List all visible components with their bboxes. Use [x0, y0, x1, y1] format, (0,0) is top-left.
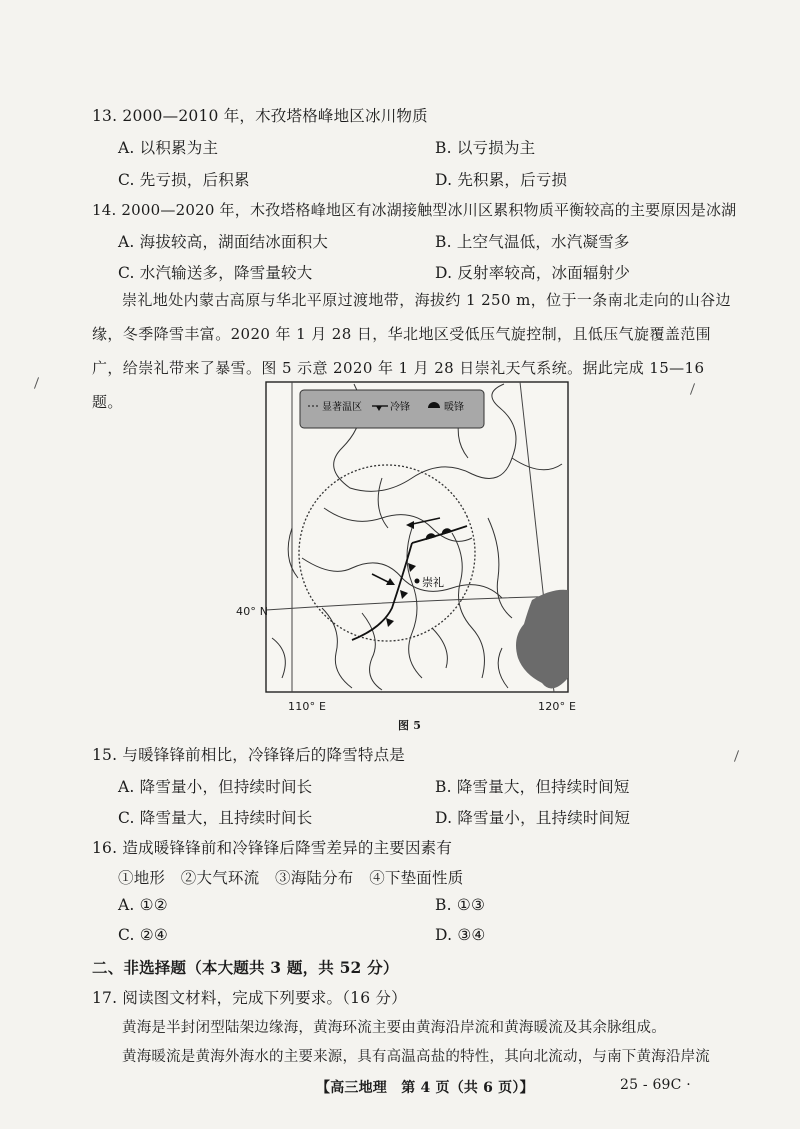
legend-warm-label: 暖锋: [444, 402, 464, 413]
q14-option-a: A. 海拔较高，湖面结冰面积大: [118, 233, 329, 251]
q15-option-b: B. 降雪量大，但持续时间短: [435, 778, 630, 796]
q13-option-b: B. 以亏损为主: [435, 139, 536, 157]
exam-code: 25 - 69C ·: [620, 1077, 691, 1093]
figure-caption: 图 5: [398, 719, 422, 732]
question-15-stem: 15. 与暖锋锋前相比，冷锋锋后的降雪特点是: [92, 746, 405, 764]
q16-option-b: B. ①③: [435, 896, 486, 914]
chongli-label: 崇礼: [422, 576, 444, 589]
section-2-heading: 二、非选择题（本大题共 3 题，共 52 分）: [92, 958, 399, 977]
q14-option-b: B. 上空气温低，水汽凝雪多: [435, 233, 630, 251]
question-13-stem: 13. 2000—2010 年，木孜塔格峰地区冰川物质: [92, 107, 428, 125]
question-17-stem: 17. 阅读图文材料，完成下列要求。（16 分）: [92, 989, 407, 1007]
question-14-stem: 14. 2000—2020 年，木孜塔格峰地区有冰湖接触型冰川区累积物质平衡较高的主要原因是冰湖: [92, 201, 737, 219]
figure-5-map: [262, 378, 572, 708]
q15-option-a: A. 降雪量小，但持续时间长: [118, 778, 313, 796]
q13-option-a: A. 以积累为主: [118, 139, 219, 157]
question-16-stem: 16. 造成暖锋锋前和冷锋锋后降雪差异的主要因素有: [92, 839, 453, 857]
q14-option-c: C. 水汽输送多，降雪量较大: [118, 264, 313, 282]
q15-option-d: D. 降雪量小，且持续时间短: [435, 809, 631, 827]
reading-passage: 崇礼地处内蒙古高原与华北平原过渡地带，海拔约 1 250 m，位于一条南北走向的山谷边缘，冬季降雪丰富。2020 年 1 月 28 日，华北地区受低压气旋控制，且低压气旋覆盖范围广，给崇礼带来了暴雪。图 5 示意 2020 年 1 月 28 日崇礼天气系统。据此完成 15—16 题。: [92, 291, 731, 411]
q15-option-c: C. 降雪量大，且持续时间长: [118, 809, 313, 827]
lon-110e-label: 110° E: [288, 700, 327, 713]
scan-mark: [34, 377, 39, 389]
q16-items: ①地形 ②大气环流 ③海陆分布 ④下垫面性质: [118, 869, 464, 887]
lon-120e-label: 120° E: [538, 700, 577, 713]
q14-option-d: D. 反射率较高，冰面辐射少: [435, 264, 631, 282]
q16-option-c: C. ②④: [118, 926, 168, 944]
q13-option-c: C. 先亏损，后积累: [118, 171, 250, 189]
q17-paragraph-1: 黄海是半封闭型陆架边缘海，黄海环流主要由黄海沿岸流和黄海暖流及其余脉组成。: [122, 1020, 666, 1036]
q16-option-d: D. ③④: [435, 926, 486, 944]
q17-paragraph-2: 黄海暖流是黄海外海水的主要来源，具有高温高盐的特性，其向北流动，与南下黄海沿岸流: [122, 1049, 710, 1065]
legend-cold-label: 冷锋: [390, 402, 410, 413]
legend-zone-label: 显著温区: [322, 402, 362, 413]
chongli-point: [415, 579, 420, 584]
q16-option-a: A. ①②: [118, 896, 168, 914]
page-footer: 【高三地理 第 4 页（共 6 页）】: [316, 1080, 534, 1096]
q13-option-d: D. 先积累，后亏损: [435, 171, 568, 189]
lat-40n-label: 40° N: [236, 605, 269, 618]
scan-mark: [734, 750, 739, 762]
